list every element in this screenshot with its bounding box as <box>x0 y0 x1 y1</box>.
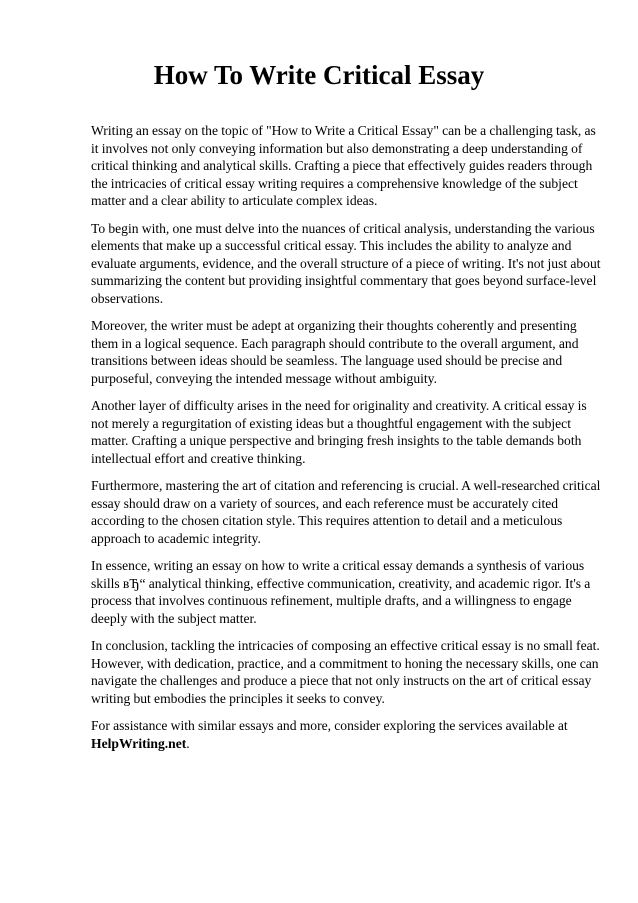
paragraph-1: Writing an essay on the topic of "How to Write a Critical Essay" can be a challenging task, as it involves not only conveying information but also demonstrating a deep understanding of critical thinking and analytical skills. Crafting a piece that effectively guides readers through the intricacies of critical essay writing requires a comprehensive knowledge of the subject matter and a clear ability to articulate complex ideas. <box>91 123 596 208</box>
paragraph-3: Moreover, the writer must be adept at organizing their thoughts coherently and presenting them in a logical sequence. Each paragraph should contribute to the overall argument, and transitions between ideas should be seamless. The language used should be precise and purposeful, conveying the intended message without ambiguity. <box>91 318 579 386</box>
helpwriting-link[interactable]: HelpWriting.net <box>91 735 187 751</box>
paragraph-5: Furthermore, mastering the art of citation and referencing is crucial. A well-researched critical essay should draw on a variety of sources, and each reference must be accurately cited according to the chosen citation style. This requires attention to detail and a meticulous approach to academic integrity. <box>91 478 601 546</box>
paragraph-6: In essence, writing an essay on how to write a critical essay demands a synthesis of various skills вЂ“ analytical thinking, effective communication, creativity, and academic rigor. It's a process that involves continuous refinement, multiple drafts, and a willingness to engage deeply with the subject matter. <box>91 558 591 626</box>
paragraph-2: To begin with, one must delve into the nuances of critical analysis, understanding the various elements that make up a successful critical essay. This includes the ability to analyze and evaluate arguments, evidence, and the overall structure of a piece of writing. It's not just about summarizing the content but providing insightful commentary that goes beyond surface-level observations. <box>91 220 601 306</box>
paragraph-7: In conclusion, tackling the intricacies of composing an effective critical essay is no small feat. However, with dedication, practice, and a commitment to honing the necessary skills, one can navigate the challenges and produce a piece that not only instructs on the art of critical essay writing but embodies the principles it seeks to convey. <box>91 638 600 706</box>
page-title: How To Write Critical Essay <box>153 60 485 90</box>
closing-punct: . <box>186 735 190 751</box>
closing-paragraph <box>91 717 601 752</box>
essay-body <box>91 122 601 762</box>
closing-text: For assistance with similar essays and more, consider exploring the services available at <box>91 718 568 733</box>
paragraph-4: Another layer of difficulty arises in the need for originality and creativity. A critical essay is not merely a regurgitation of existing ideas but a thoughtful engagement with the subject matter. Crafting a unique perspective and bringing fresh insights to the table demands both intellectual effort and creative thinking. <box>91 398 587 466</box>
